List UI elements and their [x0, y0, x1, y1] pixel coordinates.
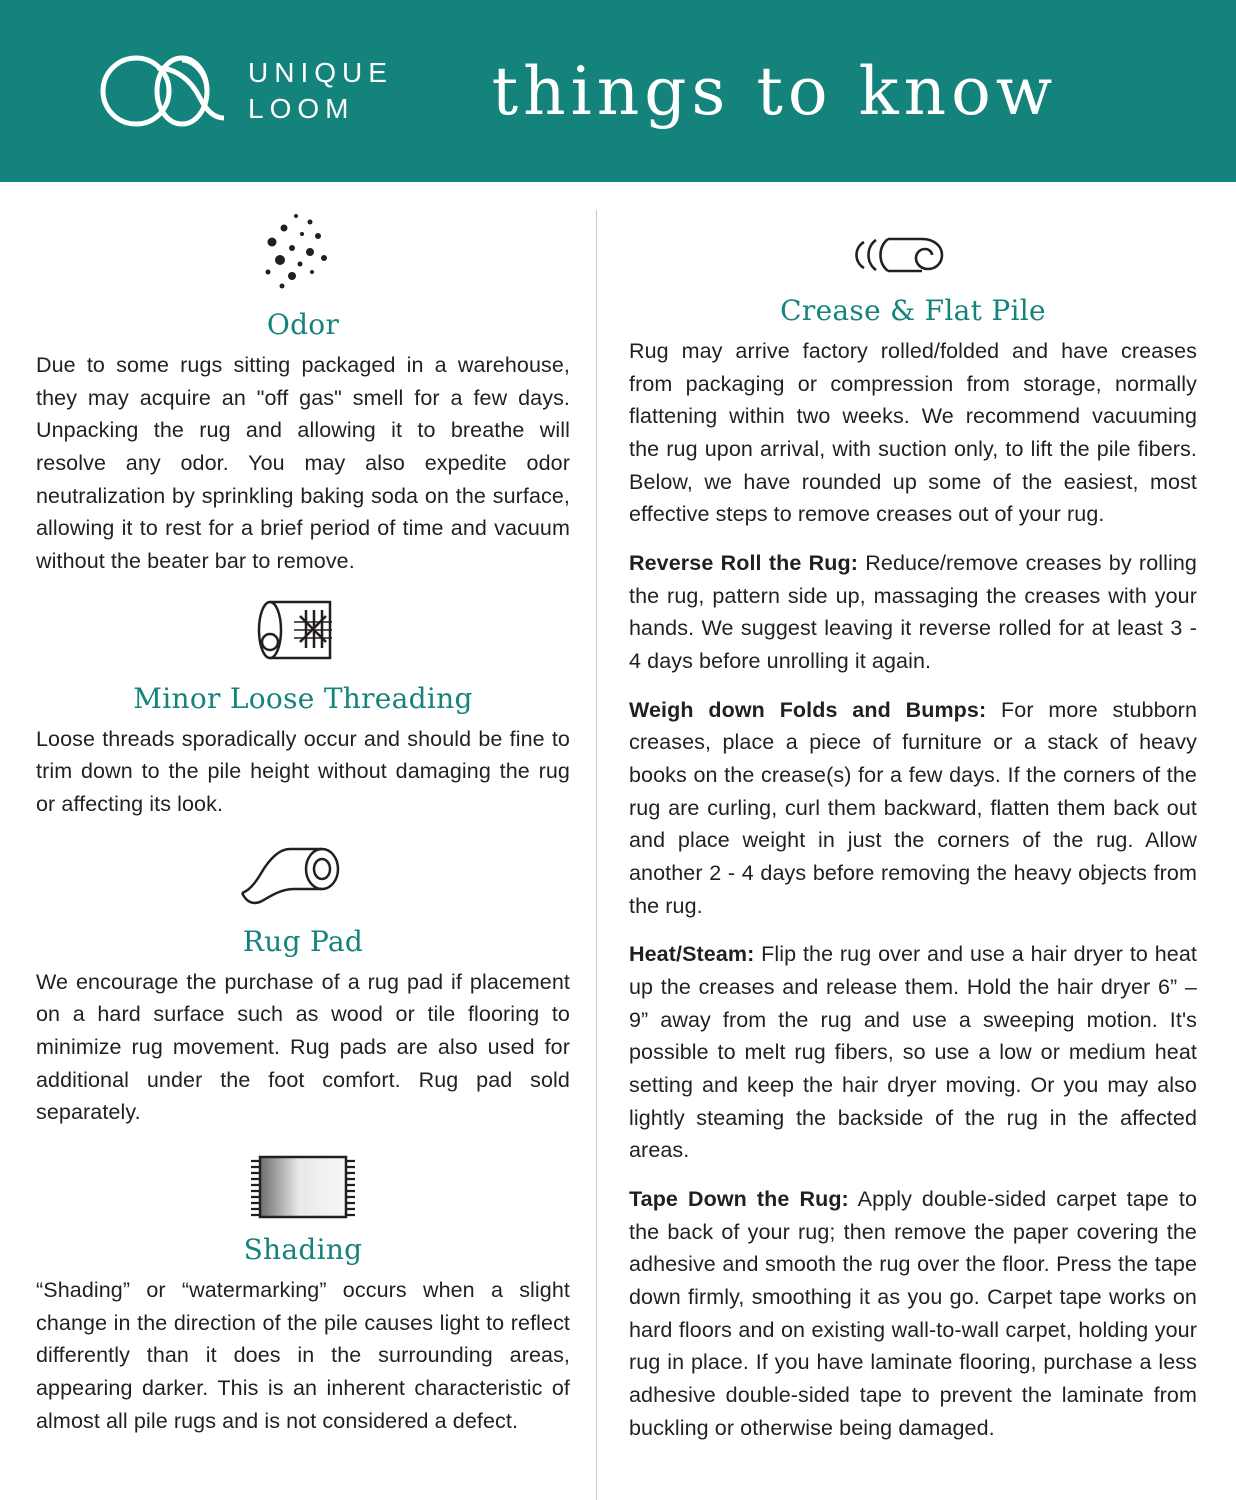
tip-reverse-roll [629, 547, 1197, 678]
rolled-pile-icon [848, 228, 978, 288]
section-title-crease: Crease & Flat Pile [780, 294, 1046, 327]
section-title-shading: Shading [243, 1233, 363, 1267]
crease-intro-text: Rug may arrive factory rolled/folded and have creases from packaging or compression from storage, normally flattening within two weeks. We recommend vacuuming the rug upon arrival, with suction only, to lift the pile fibers. Below, we have rounded up some of the easiest, most effective steps to remove creases out of your rug. [629, 339, 1197, 527]
page-title: things to know [491, 52, 1058, 130]
section-loose-threading [36, 578, 570, 821]
brand-wordmark [248, 55, 393, 127]
tip-lead-weigh-down: Weigh down Folds and Bumps: [629, 697, 987, 722]
odor-icon-wrap [36, 204, 570, 302]
section-body-odor: Due to some rugs sitting packaged in a warehouse, they may acquire an "off gas" smell for a few days. Unpacking the rug and allowing it to breathe will resolve any odor. You may also expedite odor neutralization by sprinkling baking soda on the surface, allowing it to rest for a brief period of time and vacuum without the beater bar to remove. [36, 353, 570, 574]
brand-line-1: UNIQUE [248, 57, 393, 89]
tip-heat-steam [629, 938, 1197, 1167]
brand-logo [96, 48, 393, 134]
section-title-odor: Odor [266, 308, 340, 341]
section-body-loose-threading: Loose threads sporadically occur and should be fine to trim down to the pile height without damaging the rug or affecting its look. [36, 726, 570, 817]
crease-icon-wrap [629, 204, 1197, 288]
content-area [0, 182, 1236, 1500]
tip-lead-heat-steam: Heat/Steam: [629, 942, 755, 967]
shaded-rug-icon [238, 1147, 368, 1227]
tip-text-weigh-down: For more stubborn creases, place a piece of furniture or a stack of heavy books on the crease(s) for a few days. If the corners of the rug are curling, curl them backward, flatten them back out and place weight in just the corners of the rug. Allow another 2 - 4 days before removing the heavy objects from the rug. [629, 697, 1198, 918]
shading-icon-wrap [36, 1129, 570, 1227]
tip-tape-down [629, 1183, 1197, 1444]
section-shading [36, 1129, 570, 1437]
rug-pad-icon-wrap [36, 821, 570, 919]
rolled-rug-icon-wrap [36, 578, 570, 676]
right-column [597, 204, 1197, 1500]
tip-lead-reverse-roll: Reverse Roll the Rug: [629, 551, 859, 576]
section-title-loose-threading: Minor Loose Threading [133, 681, 473, 715]
tip-text-reverse-roll: Reduce/remove creases by rolling the rug, pattern side up, massaging the creases with your hands. We suggest leaving it reverse rolled for at least 3 - 4 days before unrolling it again. [629, 551, 1197, 674]
odor-dots-icon [248, 206, 358, 302]
tip-lead-tape-down: Tape Down the Rug: [629, 1187, 849, 1212]
page-header [0, 0, 1236, 182]
section-body-rug-pad: We encourage the purchase of a rug pad if placement on a hard surface such as wood or tile flooring to minimize rug movement. Rug pads are also used for additional under the foot comfort. Rug pad sold separately. [36, 969, 570, 1125]
section-rug-pad [36, 821, 570, 1129]
infinity-loop-logo-icon [96, 48, 230, 134]
section-body-shading: “Shading” or “watermarking” occurs when a slight change in the direction of the pile causes light to reflect differently than it does in the surrounding areas, appearing darker. This is an inherent characteristic of almost all pile rugs and is not considered a defect. [36, 1278, 570, 1433]
tip-text-tape-down: Apply double-sided carpet tape to the back of your rug; then remove the paper covering the adhesive and smooth the rug over the floor. Press the tape down firmly, smoothing it as you go. Carpet tape works on hard floors and on existing wall-to-wall carpet, holding your rug in place. If you have laminate flooring, purchase a less adhesive double-sided tape to prevent the laminate from buckling or otherwise being damaged. [629, 1187, 1198, 1440]
rug-pad-roll-icon [238, 839, 368, 919]
tip-weigh-down [629, 694, 1197, 923]
section-odor [36, 204, 570, 578]
brand-line-2: LOOM [248, 93, 355, 124]
left-column [36, 204, 596, 1500]
rolled-rug-icon [248, 590, 358, 676]
tip-text-heat-steam: Flip the rug over and use a hair dryer to heat up the creases and release them. Hold the hair dryer 6” – 9” away from the rug and use a sweeping motion. It's possible to melt rug fibers, so use a low or medium heat setting and keep the hair dryer moving. Or you may also lightly steaming the backside of the rug in the affected areas. [629, 942, 1197, 1163]
section-title-rug-pad: Rug Pad [242, 924, 364, 958]
